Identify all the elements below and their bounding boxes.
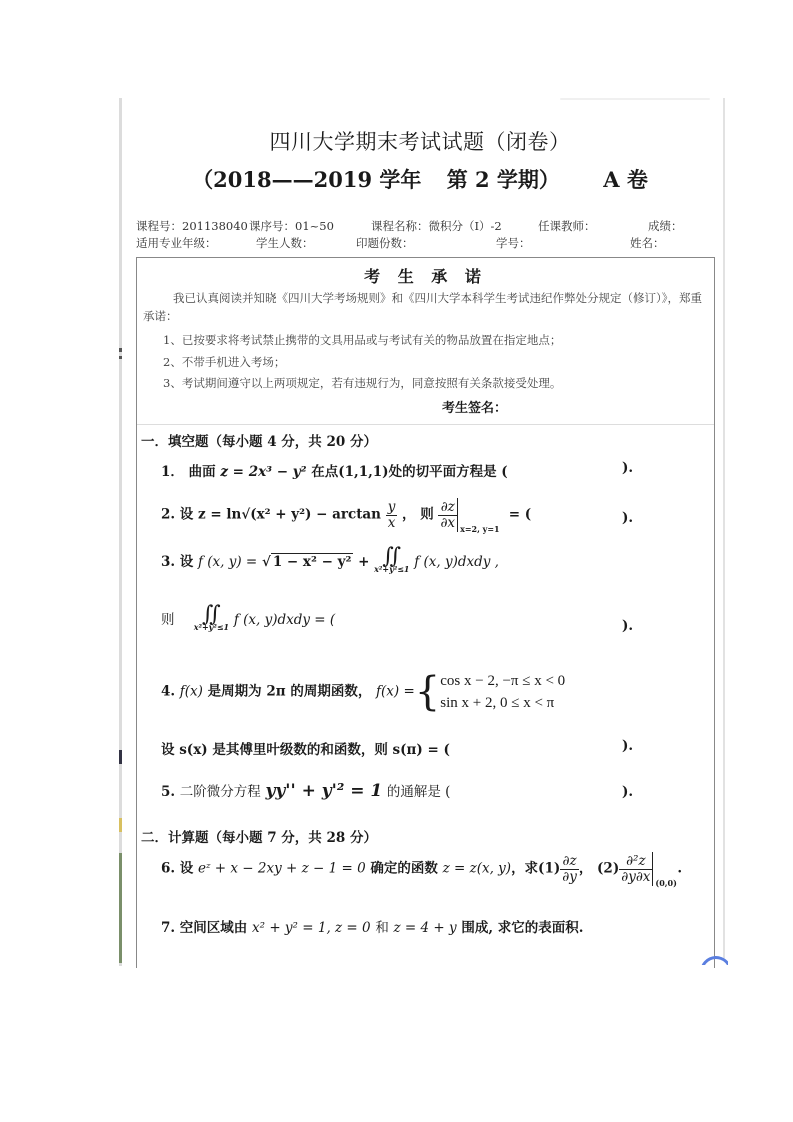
q4-fx: f(x) bbox=[179, 683, 203, 700]
page-right-edge bbox=[723, 98, 725, 958]
q7-expression-2: z = 4 + y bbox=[393, 920, 457, 936]
question-1 bbox=[161, 460, 508, 480]
q3-f: f (x, y) = bbox=[198, 554, 258, 570]
top-shadow-rule bbox=[560, 98, 710, 100]
course-name: 课程名称：微积分（I）-2 bbox=[371, 219, 502, 233]
q2-frac-den: x bbox=[387, 514, 396, 531]
q6-d2-den: ∂y∂x bbox=[621, 868, 651, 885]
q6-text: 确定的函数 bbox=[370, 860, 438, 877]
q5-tail: 的通解是 ( bbox=[386, 784, 451, 800]
q6-number: 6. bbox=[161, 860, 176, 877]
q5-answer-close: ). bbox=[622, 784, 634, 800]
q2-answer-close: ). bbox=[622, 510, 634, 526]
q4-case-2: sin x + 2, 0 ≤ x < π bbox=[440, 695, 555, 711]
question-3 bbox=[161, 543, 499, 575]
q3-then: 则 bbox=[161, 612, 175, 628]
paper-version: A 卷 bbox=[603, 167, 648, 192]
pledge-intro: 我已认真阅读并知晓《四川大学考场规则》和《四川大学本科学生考试违纪作弊处分规定（修订）》，郑重承诺： bbox=[143, 291, 702, 323]
q6-ask: ，求(1) bbox=[511, 860, 561, 877]
exam-subtitle bbox=[120, 164, 720, 194]
name-label: 姓名： bbox=[630, 236, 665, 250]
q1-answer-close: ). bbox=[622, 460, 634, 476]
pledge-divider bbox=[137, 424, 714, 425]
course-number: 课程号：201138040 bbox=[136, 219, 248, 233]
section-1-heading: 一．填空题（每小题 4 分，共 20 分） bbox=[141, 434, 377, 450]
question-6 bbox=[161, 852, 682, 886]
q2-expression: z = ln√(x² + y²) − arctan bbox=[198, 506, 381, 523]
q4-answer-close: ). bbox=[622, 738, 634, 754]
teacher-label: 任课教师： bbox=[538, 219, 596, 233]
q3-answer-close: ). bbox=[622, 618, 634, 634]
pledge-item-2: 2、不带手机进入考场； bbox=[163, 355, 286, 369]
floating-widget-icon[interactable] bbox=[698, 955, 728, 965]
q6-partial-1 bbox=[560, 854, 579, 885]
q6-d1-num: ∂z bbox=[560, 854, 579, 870]
q6-separator: ， (2) bbox=[578, 860, 620, 877]
academic-year: （2018——2019 学年 bbox=[192, 167, 422, 192]
q2-then: ， 则 bbox=[402, 506, 434, 523]
q1-number: 1． bbox=[161, 464, 184, 480]
term: 第 2 学期） bbox=[446, 167, 560, 192]
q3-sqrt: √ 1 − x² − y² bbox=[261, 554, 352, 570]
q2-fraction bbox=[386, 500, 398, 531]
q4-number: 4. bbox=[161, 683, 176, 700]
q6-eval-point: (0,0) bbox=[655, 878, 677, 888]
q6-d2-num: ∂²z bbox=[619, 854, 652, 870]
q2-deriv-den: ∂x bbox=[440, 514, 456, 531]
q1-expression: z = 2x³ − y² bbox=[220, 464, 307, 480]
q1-open-paren: ( bbox=[501, 464, 508, 480]
q2-equals: = ( bbox=[508, 506, 532, 523]
student-count-label: 学生人数： bbox=[256, 236, 314, 250]
q4-description: 是周期为 2π 的周期函数， bbox=[207, 683, 372, 700]
score-label: 成绩： bbox=[648, 219, 683, 233]
q2-eval-point: x=2, y=1 bbox=[460, 524, 500, 534]
question-7 bbox=[161, 916, 583, 936]
pledge-item-1: 1、已按要求将考试禁止携带的文具用品或与考试有关的物品放置在指定地点； bbox=[163, 333, 562, 347]
double-integral-icon: ∬ x²+y²≤1 bbox=[193, 601, 230, 632]
q2-prefix: 设 bbox=[179, 506, 194, 523]
q3-integrand: f (x, y)dxdy , bbox=[414, 554, 499, 570]
copies-label: 印题份数： bbox=[356, 236, 414, 250]
q2-derivative bbox=[438, 500, 457, 531]
q3-region: x²+y²≤1 bbox=[374, 563, 410, 574]
q7-tail: 围成, 求它的表面积. bbox=[461, 920, 584, 936]
q6-expression: eᶻ + x − 2xy + z − 1 = 0 bbox=[198, 860, 366, 877]
left-brace-icon: { bbox=[414, 669, 441, 715]
question-4 bbox=[161, 670, 565, 714]
q4-lhs: f(x) = bbox=[376, 683, 415, 700]
q5-number: 5. bbox=[161, 784, 176, 800]
q3-number: 3. bbox=[161, 554, 176, 570]
q6-partial-2 bbox=[619, 854, 652, 885]
pledge-title: 考 生 承 诺 bbox=[364, 267, 487, 286]
q3-prefix: 设 bbox=[179, 554, 194, 570]
student-id-label: 学号： bbox=[496, 236, 531, 250]
q7-expression: x² + y² = 1, z = 0 bbox=[252, 920, 371, 936]
question-3-line-2 bbox=[161, 601, 336, 633]
q2-evaluation-bar bbox=[457, 498, 504, 532]
q3-equals: f (x, y)dxdy = ( bbox=[233, 612, 336, 628]
q1-prefix: 曲面 bbox=[188, 464, 216, 480]
q7-number: 7. bbox=[161, 920, 176, 936]
q4-cases bbox=[440, 670, 565, 714]
q4-case-1: cos x − 2, −π ≤ x < 0 bbox=[440, 673, 566, 689]
exam-body-box bbox=[136, 257, 715, 968]
q2-number: 2. bbox=[161, 506, 176, 523]
q2-frac-num: y bbox=[387, 498, 396, 515]
q5-expression: yy'' + y'² = 1 bbox=[265, 781, 383, 801]
double-integral-icon: ∬ x²+y²≤1 bbox=[374, 543, 410, 574]
pledge-item-3: 3、考试期间遵守以上两项规定，若有违规行为，同意按照有关条款接受处理。 bbox=[163, 376, 562, 390]
q7-and: 和 bbox=[375, 920, 389, 936]
signature-label: 考生签名： bbox=[442, 401, 508, 416]
q6-prefix: 设 bbox=[179, 860, 194, 877]
q7-text: 空间区域由 bbox=[179, 920, 248, 936]
q1-text: 在点(1,1,1)处的切平面方程是 bbox=[311, 464, 497, 480]
exam-title: 四川大学期末考试试题（闭卷） bbox=[269, 130, 571, 154]
q6-end: . bbox=[677, 860, 683, 877]
major-grade-label: 适用专业年级： bbox=[136, 236, 217, 250]
q3-plus: + bbox=[358, 554, 370, 570]
section-number: 课序号：01~50 bbox=[249, 219, 334, 233]
q6-d1-den: ∂y bbox=[562, 868, 577, 885]
question-4-line-2 bbox=[161, 738, 450, 758]
q3-sqrt-body: 1 − x² − y² bbox=[272, 554, 352, 570]
section-2-heading: 二．计算题（每小题 7 分，共 28 分） bbox=[141, 830, 377, 846]
q4-sum-function-text: 设 s(x) 是其傅里叶级数的和函数，则 s(π) = ( bbox=[161, 742, 450, 758]
q6-function: z = z(x, y) bbox=[442, 860, 512, 877]
page-left-edge bbox=[119, 98, 122, 966]
q3-region-2: x²+y²≤1 bbox=[193, 621, 230, 632]
q2-deriv-num: ∂z bbox=[438, 500, 457, 516]
q5-text: 二阶微分方程 bbox=[179, 784, 261, 800]
question-2 bbox=[161, 498, 531, 532]
q6-evaluation-bar bbox=[652, 852, 677, 886]
question-5 bbox=[161, 780, 450, 801]
